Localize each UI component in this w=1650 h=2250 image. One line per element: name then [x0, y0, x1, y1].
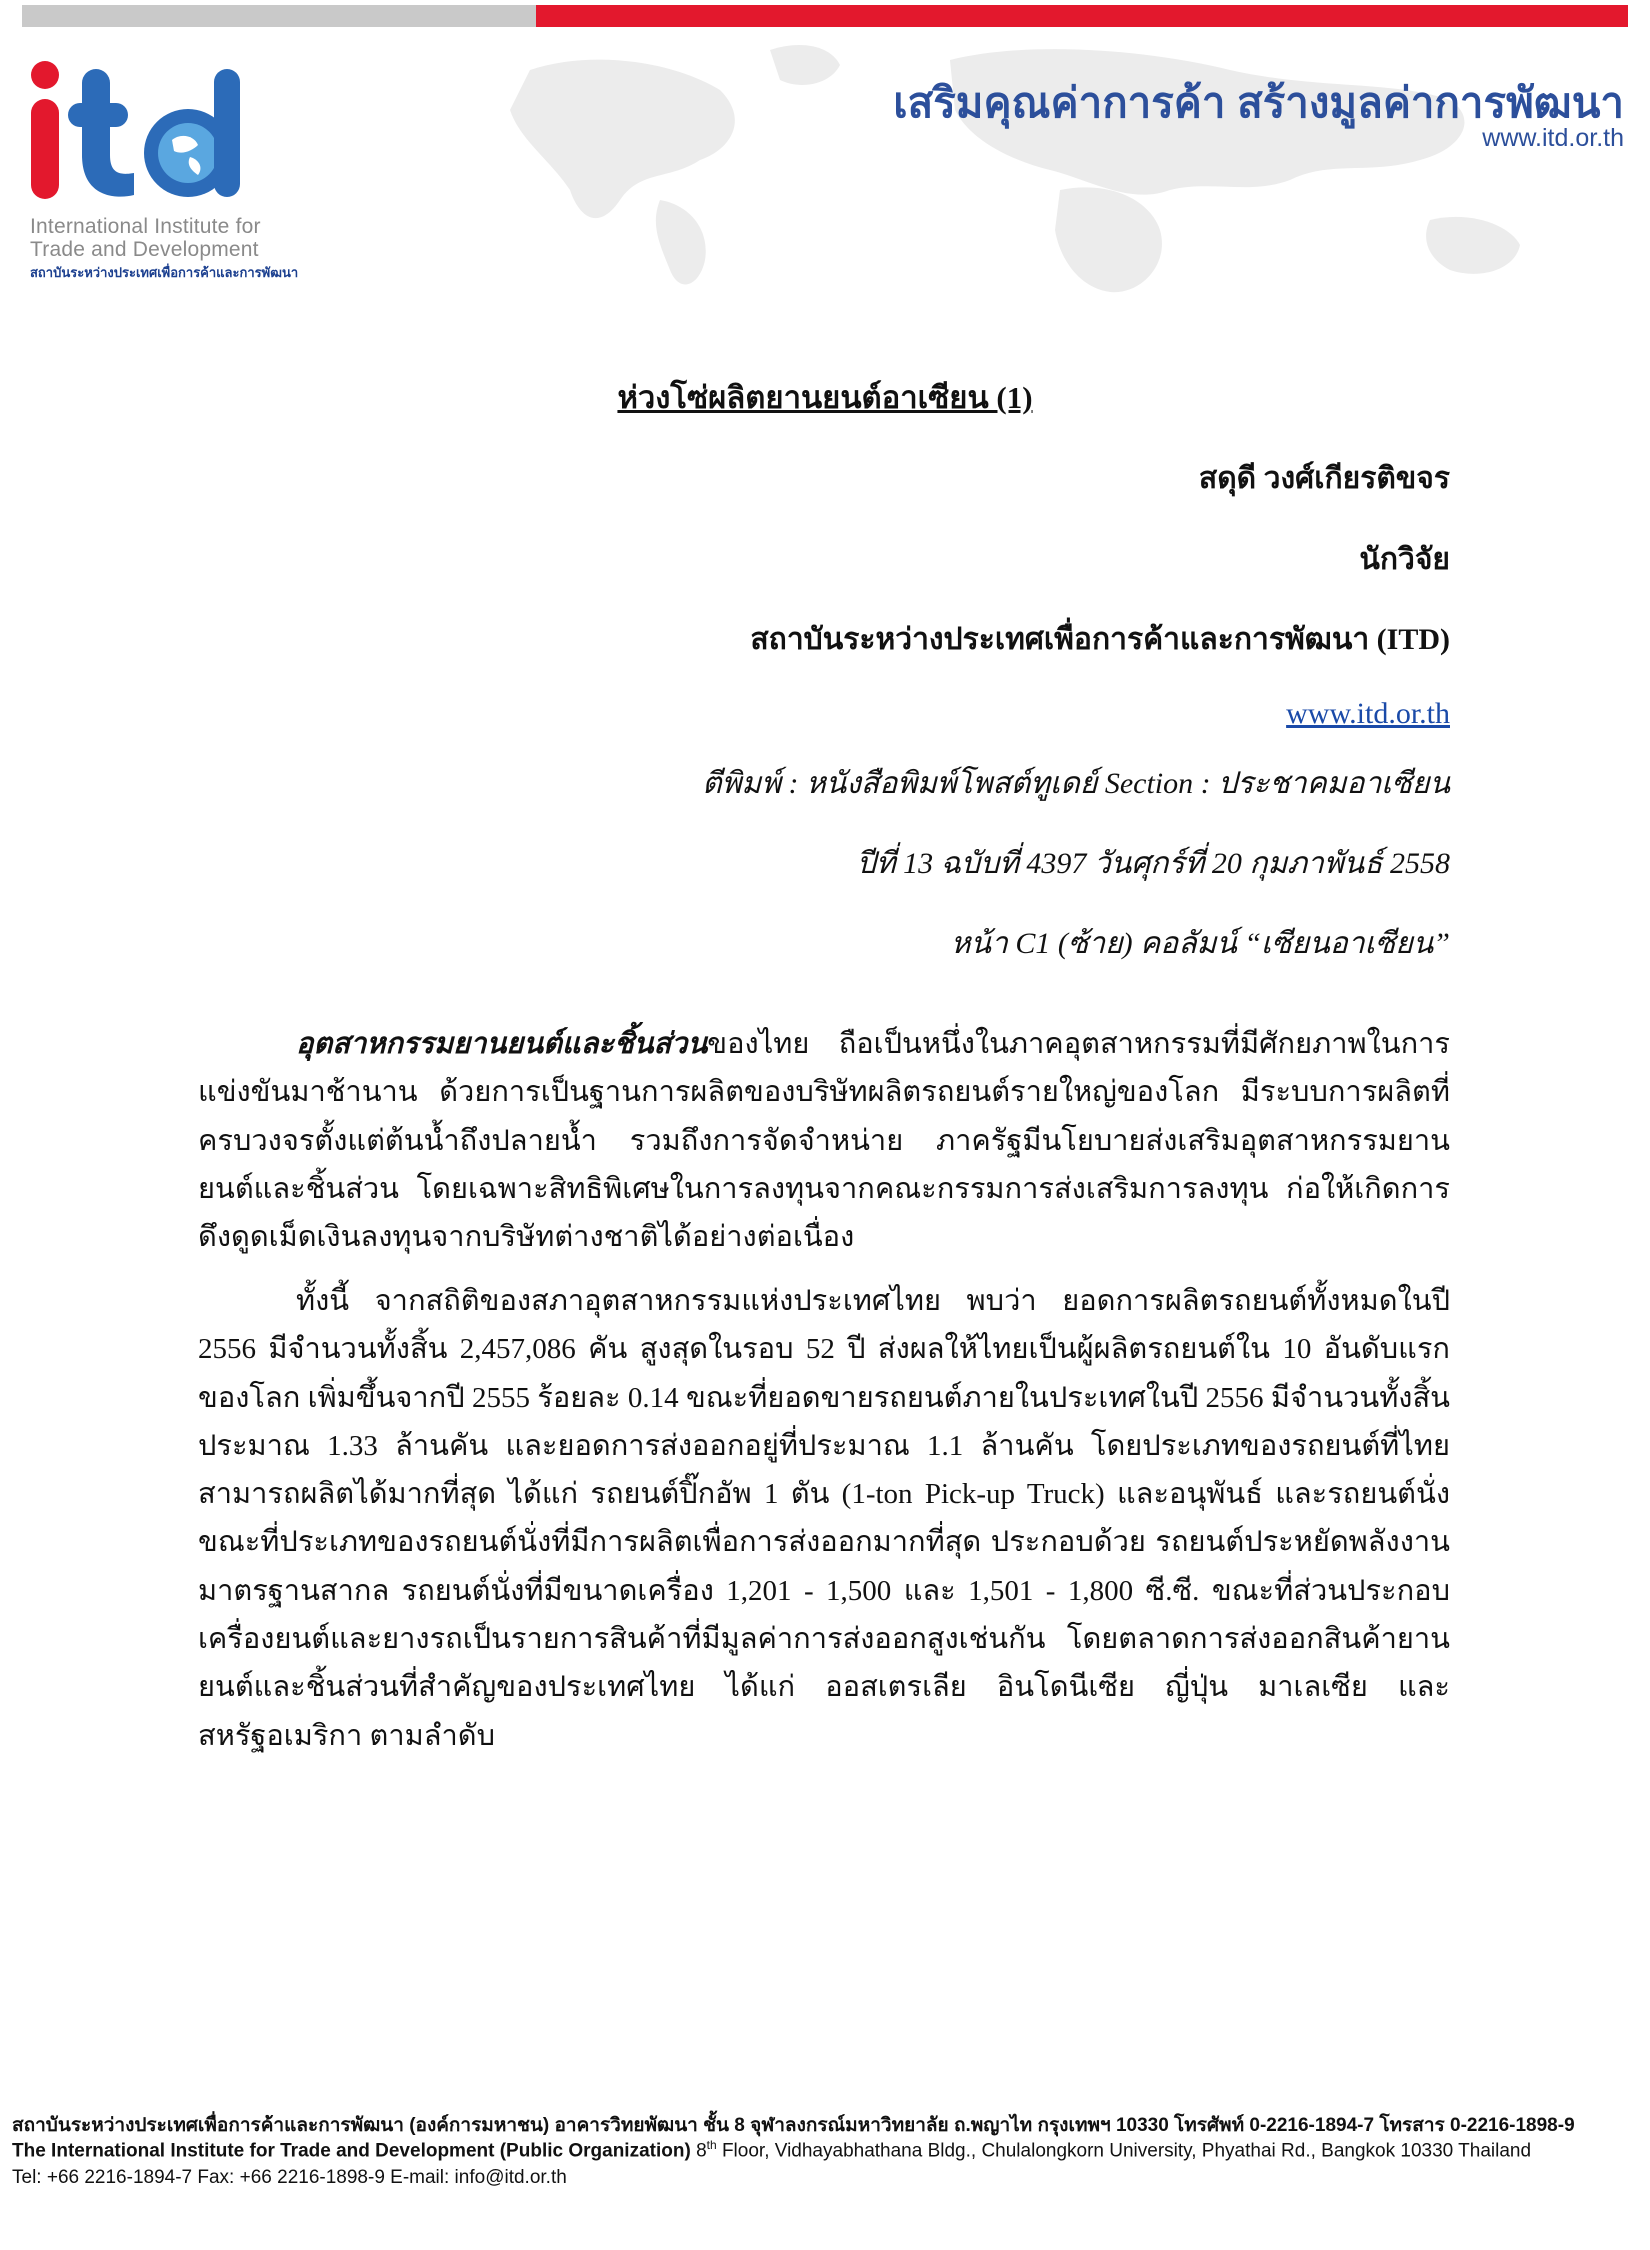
paragraph-1-lead: อุตสาหกรรมยานยนต์และชิ้นส่วน: [296, 1028, 708, 1060]
footer-address-thai: สถาบันระหว่างประเทศเพื่อการค้าและการพัฒนา (องค์การมหาชน) อาคารวิทยพัฒนา ชั้น 8 จุฬาลงกรณ์มหาวิทยาลัย ถ.พญาไท กรุงเทพฯ 10330 โทรศัพท์ 0-2216-1894-7 โทรสาร 0-2216-1898-9: [12, 2115, 1575, 2136]
logo-name-line1: International Institute for: [30, 215, 261, 238]
header-website[interactable]: www.itd.or.th: [1482, 124, 1624, 152]
paragraph-2-body: ทั้งนี้ จากสถิติของสภาอุตสาหกรรมแห่งประเทศไทย พบว่า ยอดการผลิตรถยนต์ทั้งหมดในปี 2556 มีจำนวนทั้งสิ้น 2,457,086 คัน สูงสุดในรอบ 52 ปี ส่งผลให้ไทยเป็นผู้ผลิตรถยนต์ใน 10 อันดับแรกของโลก เพิ่มขึ้นจากปี 2555 ร้อยละ 0.14 ขณะที่ยอดขายรถยนต์ภายในประเทศในปี 2556 มีจำนวนทั้งสิ้นประมาณ 1.33 ล้านคัน และยอดการส่งออกอยู่ที่ประมาณ 1.1 ล้านคัน โดยประเภทของรถยนต์ที่ไทยสามารถผลิตได้มากที่สุด ได้แก่ รถยนต์ปิ๊กอัพ 1 ตัน (1-ton Pick-up Truck) และอนุพันธ์ และรถยนต์นั่ง ขณะที่ประเภทของรถยนต์นั่งที่มีการผลิตเพื่อการส่งออกมากที่สุด ประกอบด้วย รถยนต์ประหยัดพลังงานมาตรฐานสากล รถยนต์นั่งที่มีขนาดเครื่อง 1,201 - 1,500 และ 1,501 - 1,800 ซี.ซี. ขณะที่ส่วนประกอบเครื่องยนต์และยางรถเป็นรายการสินค้าที่มีมูลค่าการส่งออกสูงเช่นกัน โดยตลาดการส่งออกสินค้ายานยนต์และชิ้นส่วนที่สำคัญของประเทศไทย ได้แก่ ออสเตรเลีย อินโดนีเซีย ญี่ปุ่น มาเลเซีย และสหรัฐอเมริกา ตามลำดับ: [198, 1285, 1450, 1752]
header-red-bar: [536, 5, 1628, 27]
page-info: หน้า C1 (ซ้าย) คอลัมน์ “เซียนอาเซียน”: [950, 927, 1450, 960]
publication-info: ตีพิมพ์ : หนังสือพิมพ์โพสต์ทูเดย์ Section : ประชาคมอาเซียน: [702, 767, 1450, 800]
itd-logo: [22, 55, 299, 285]
header-tagline: เสริมคุณค่าการค้า สร้างมูลค่าการพัฒนา: [893, 79, 1624, 126]
logo-name-thai: สถาบันระหว่างประเทศเพื่อการค้าและการพัฒนา: [30, 265, 299, 280]
footer-org-name: The International Institute for Trade and Development (Public Organization): [12, 2140, 691, 2162]
paragraph-1: [198, 1020, 1450, 1261]
document-website-link[interactable]: www.itd.or.th: [1286, 697, 1450, 730]
author-organization: สถาบันระหว่างประเทศเพื่อการค้าและการพัฒนา (ITD): [750, 623, 1450, 656]
logo-name-line2: Trade and Development: [30, 238, 259, 261]
paragraph-1-body: ของไทย ถือเป็นหนึ่งในภาคอุตสาหกรรมที่มีศักยภาพในการแข่งขันมาช้านาน ด้วยการเป็นฐานการผลิตของบริษัทผลิตรถยนต์รายใหญ่ของโลก มีระบบการผลิตที่ครบวงจรตั้งแต่ต้นน้ำถึงปลายน้ำ รวมถึงการจัดจำหน่าย ภาครัฐมีนโยบายส่งเสริมอุตสาหกรรมยานยนต์และชิ้นส่วน โดยเฉพาะสิทธิพิเศษในการลงทุนจากคณะกรรมการส่งเสริมการลงทุน ก่อให้เกิดการดึงดูดเม็ดเงินลงทุนจากบริษัทต่างชาติได้อย่างต่อเนื่อง: [198, 1028, 1450, 1254]
footer-contact: Tel: +66 2216-1894-7 Fax: +66 2216-1898-9 E-mail: info@itd.or.th: [12, 2167, 567, 2188]
issue-info: ปีที่ 13 ฉบับที่ 4397 วันศุกร์ที่ 20 กุมภาพันธ์ 2558: [856, 847, 1450, 880]
author-position: นักวิจัย: [1359, 543, 1450, 576]
header-gray-bar: [22, 5, 536, 27]
itd-logo-mark: [22, 55, 292, 215]
footer-address-english: [12, 2138, 1531, 2162]
footer-floor: 8: [696, 2140, 707, 2162]
footer-address-rest: Floor, Vidhayabhathana Bldg., Chulalongkorn University, Phyathai Rd., Bangkok 10330 Thailand: [716, 2140, 1532, 2162]
paragraph-2: [198, 1277, 1450, 1760]
author-name: สดุดี วงศ์เกียรติขจร: [1198, 462, 1450, 495]
footer-floor-suffix: th: [706, 2138, 717, 2152]
document-title: ห่วงโซ่ผลิตยานยนต์อาเซียน (1): [617, 380, 1033, 415]
